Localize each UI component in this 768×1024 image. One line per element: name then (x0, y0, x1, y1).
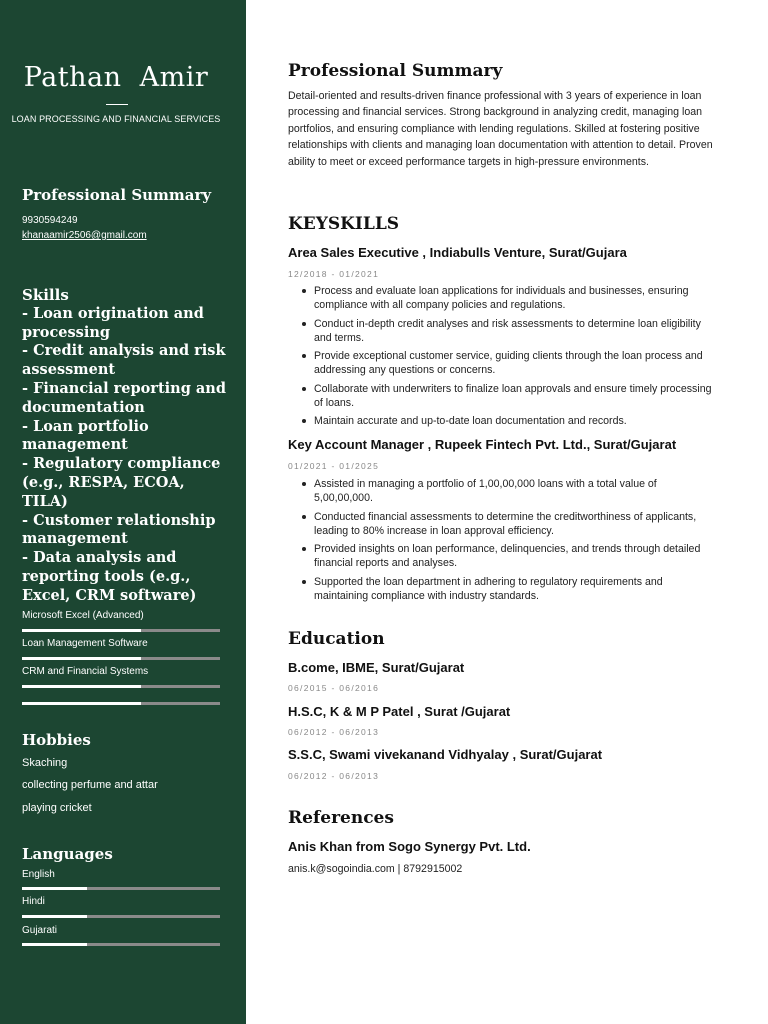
skill-bar-label: CRM and Financial Systems (22, 666, 149, 677)
skill-item: - Regulatory compliance (e.g., RESPA, ECOA, TILA) (22, 455, 221, 510)
job-bullet: Conduct in-depth credit analyses and risk assessments to determine loan eligibility and terms. (288, 317, 718, 345)
skill-bar-label: Microsoft Excel (Advanced) (22, 610, 144, 621)
skill-item: - Loan portfolio management (22, 417, 149, 454)
sidebar (0, 0, 246, 1024)
language-label: English (22, 869, 55, 880)
education-dates: 06/2012 - 06/2013 (288, 771, 380, 781)
education-heading: Education (288, 629, 385, 649)
contact-heading: Professional Summary (22, 186, 212, 204)
skill-bar-track (22, 702, 220, 705)
hobby-item: playing cricket (22, 802, 92, 814)
education-title: H.S.C, K & M P Patel , Surat /Gujarat (288, 704, 511, 719)
skill-bar-fill (22, 685, 141, 688)
hobby-item: collecting perfume and attar (22, 779, 158, 791)
job-dates: 12/2018 - 01/2021 (288, 269, 380, 279)
skill-bar-track (22, 685, 220, 688)
language-bar-fill (22, 915, 87, 918)
email-link[interactable]: khanaamir2506@gmail.com (22, 230, 147, 241)
reference-name: Anis Khan from Sogo Synergy Pvt. Ltd. (288, 839, 531, 854)
reference-contact: anis.k@sogoindia.com | 8792915002 (288, 863, 463, 875)
job-bullet: Conducted financial assessments to determine the creditworthiness of applicants, leading to 80% increase in loan approval efficiency. (288, 510, 718, 538)
job-bullet: Provided insights on loan performance, delinquencies, and trends through detailed financial reports and analyses. (288, 542, 718, 570)
skill-bar-fill (22, 657, 141, 660)
language-bar-track (22, 915, 220, 918)
language-bar-track (22, 943, 220, 946)
job-bullet: Process and evaluate loan applications for individuals and businesses, ensuring compliance with all company policies and regulations. (288, 284, 718, 312)
job-bullet: Collaborate with underwriters to finalize loan approvals and ensure timely processing of loans. (288, 382, 718, 410)
job-bullets (288, 477, 718, 607)
language-bar-track (22, 887, 220, 890)
language-bar-fill (22, 887, 87, 890)
education-dates: 06/2012 - 06/2013 (288, 727, 380, 737)
skill-bar-fill (22, 702, 141, 705)
job-bullet: Assisted in managing a portfolio of 1,00,00,000 loans with a total value of 5,00,00,000. (288, 477, 718, 505)
keyskills-heading: KEYSKILLS (288, 214, 400, 234)
education-dates: 06/2015 - 06/2016 (288, 683, 380, 693)
language-label: Hindi (22, 896, 45, 907)
language-bar-fill (22, 943, 87, 946)
job-title: Area Sales Executive , Indiabulls Venture, Surat/Gujara (288, 245, 627, 260)
job-dates: 01/2021 - 01/2025 (288, 461, 380, 471)
skill-bar-track (22, 657, 220, 660)
skill-item: - Credit analysis and risk assessment (22, 342, 226, 379)
skills-heading: Skills (22, 286, 69, 304)
skill-bar-fill (22, 629, 141, 632)
candidate-tagline: LOAN PROCESSING AND FINANCIAL SERVICES (11, 114, 221, 124)
summary-text: Detail-oriented and results-driven finance professional with 3 years of experience in loan processing and financial services. Strong background in analyzing credit, managing loan portfolios, and ensuring compliance with lending regulations. Skilled at fostering positive relationships with clients and managing loan documentation with attention to detail. Proven ability to meet or exceed performance targets in high-pressure environments. (288, 90, 713, 168)
name-divider (106, 104, 128, 105)
summary-heading: Professional Summary (288, 61, 503, 81)
skill-item: - Customer relationship management (22, 511, 216, 548)
education-title: S.S.C, Swami vivekanand Vidhyalay , Surat/Gujarat (288, 747, 603, 762)
job-bullet: Supported the loan department in adhering to regulatory requirements and maintaining compliance with industry standards. (288, 575, 718, 603)
skill-item: - Loan origination and processing (22, 304, 204, 341)
skill-bar-track (22, 629, 220, 632)
hobby-item: Skaching (22, 757, 68, 769)
education-title: B.come, IBME, Surat/Gujarat (288, 660, 465, 675)
job-bullet: Maintain accurate and up-to-date loan documentation and records. (288, 414, 718, 428)
language-label: Gujarati (22, 925, 58, 936)
skills-section (22, 286, 227, 606)
candidate-name: Pathan Amir (23, 62, 209, 93)
job-bullets (288, 284, 718, 433)
job-title: Key Account Manager , Rupeek Fintech Pvt. Ltd., Surat/Gujarat (288, 437, 677, 452)
skill-bar-label: Loan Management Software (22, 638, 148, 649)
hobbies-heading: Hobbies (22, 731, 91, 749)
job-bullet: Provide exceptional customer service, guiding clients through the loan process and addressing any questions or concerns. (288, 349, 718, 377)
skill-item: - Data analysis and reporting tools (e.g., Excel, CRM software) (22, 549, 197, 604)
languages-heading: Languages (22, 845, 113, 863)
references-heading: References (288, 808, 394, 828)
skill-item: - Financial reporting and documentation (22, 379, 226, 416)
phone-number: 9930594249 (22, 215, 78, 226)
